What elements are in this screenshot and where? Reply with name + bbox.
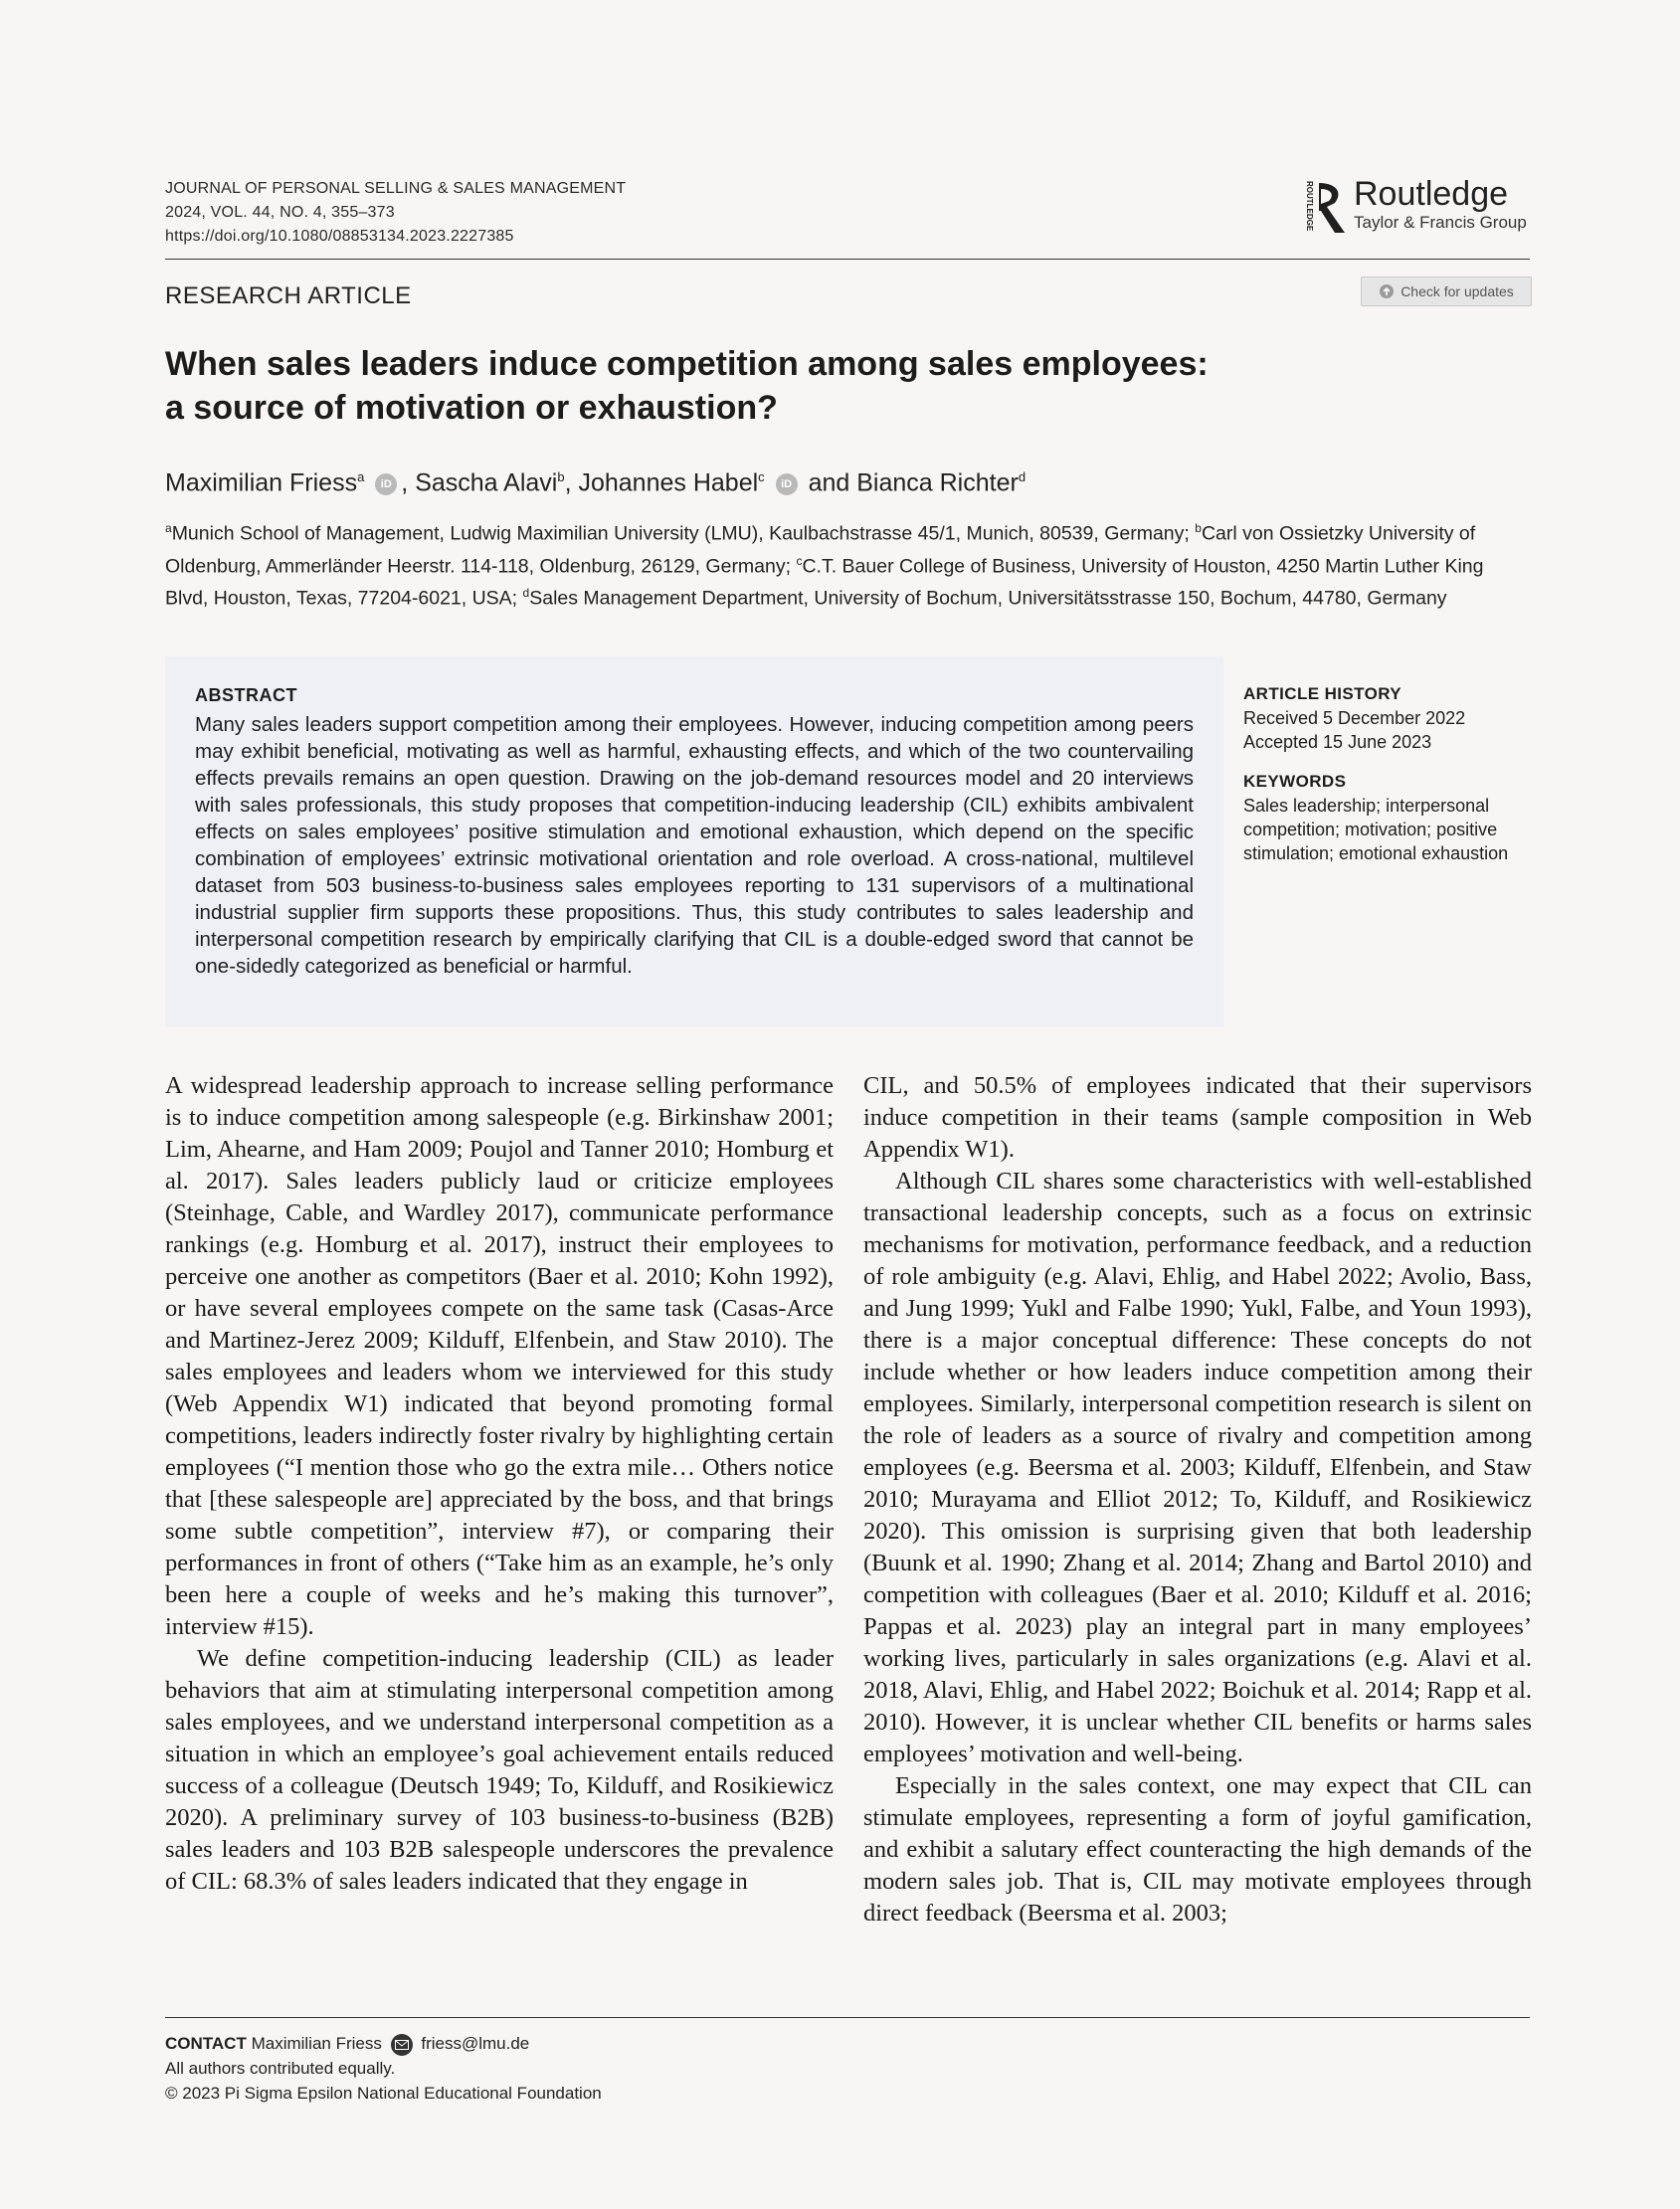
title-line-1: When sales leaders induce competition among sales employees:: [165, 345, 1209, 383]
article-history-heading: ARTICLE HISTORY: [1243, 684, 1402, 703]
volume-info: 2024, VOL. 44, NO. 4, 355–373: [165, 204, 395, 221]
author-list: [165, 461, 1026, 498]
article-sidebar: [1243, 682, 1542, 865]
publisher-logo: [1354, 175, 1527, 233]
author-note: All authors contributed equally.: [165, 2059, 396, 2078]
journal-name: JOURNAL OF PERSONAL SELLING & SALES MANAGEMENT: [165, 180, 627, 197]
paragraph: Especially in the sales context, one may expect that CIL can stimulate employees, representing a form of joyful gamification, and exhibit a salutary effect counteracting the high demands of the modern sales job. That is, CIL may motivate employees through direct feedback (Beersma et al. 2003;: [863, 1772, 1532, 1927]
author-name[interactable]: Johannes Habel: [578, 468, 759, 497]
affiliation-a: Munich School of Management, Ludwig Maximilian University (LMU), Kaulbachstrasse 45/1, Munich, 80539, Germany;: [171, 522, 1196, 545]
affil-sup: d: [522, 586, 530, 600]
check-updates-label: Check for updates: [1400, 283, 1514, 299]
author-sup: d: [1018, 469, 1027, 484]
abstract-text: Many sales leaders support competition among their employees. However, inducing competition among peers may exhibit beneficial, motivating as well as harmful, exhausting effects, and which of the two countervailing effects prevails remains an open question. Drawing on the job-demand resources model and 20 interviews with sales professionals, this study proposes that competition-inducing leadership (CIL) exhibits ambivalent effects on sales employees’ positive stimulation and emotional exhaustion, which depend on the specific combination of employees’ extrinsic motivational orientation and role overload. A cross-national, multilevel dataset from 503 business-to-business sales employees reporting to 131 supervisors of a multinational industrial supplier firm supports these propositions. Thus, this study contributes to sales leadership and interpersonal competition research by empirically clarifying that CIL is a double-edged sword that cannot be one-sidedly categorized as beneficial or harmful.: [195, 713, 1194, 978]
abstract-heading: ABSTRACT: [195, 685, 297, 705]
affiliation-b: Carl von Ossietzky University of Oldenburg, Ammerländer Heerstr. 114-118, Oldenburg, 26129, Germany;: [165, 522, 1476, 577]
paragraph: CIL, and 50.5% of employees indicated that their supervisors induce competition in their teams (sample composition in Web Appendix W1).: [863, 1072, 1532, 1163]
orcid-icon[interactable]: iD: [375, 473, 397, 495]
affil-sup: c: [796, 553, 803, 568]
author-name[interactable]: Bianca Richter: [856, 468, 1019, 497]
contact-label: CONTACT: [165, 2034, 247, 2053]
author-sup: a: [357, 469, 365, 484]
update-icon: [1379, 283, 1395, 299]
title-line-2: a source of motivation or exhaustion?: [165, 389, 778, 427]
journal-header: [165, 177, 626, 249]
author-name[interactable]: Sascha Alavi: [415, 468, 558, 497]
header-rule: [165, 259, 1530, 260]
keywords-text: Sales leadership; interpersonal competition; motivation; positive stimulation; emotional exhaustion: [1243, 796, 1509, 863]
footer-rule: [165, 2017, 1530, 2018]
abstract: [195, 682, 1194, 980]
check-for-updates-button[interactable]: [1361, 276, 1532, 306]
publisher-name: Routledge: [1354, 175, 1509, 213]
affil-sup: a: [165, 521, 172, 535]
keywords-heading: KEYWORDS: [1243, 772, 1347, 791]
author-separator: ,: [564, 468, 579, 497]
author-name[interactable]: Maximilian Friess: [165, 468, 358, 497]
orcid-icon[interactable]: iD: [776, 473, 798, 495]
received-date: Received 5 December 2022: [1243, 708, 1466, 728]
article-title: [165, 342, 1458, 430]
author-sup: b: [557, 469, 565, 484]
body-column-left: [165, 1070, 834, 1898]
affil-sup: b: [1195, 521, 1202, 535]
author-sup: c: [758, 469, 765, 484]
article-type: RESEARCH ARTICLE: [165, 282, 412, 309]
footer: [165, 2031, 602, 2106]
author-separator: ,: [401, 468, 416, 497]
affiliations: [165, 515, 1530, 613]
copyright: © 2023 Pi Sigma Epsilon National Educational Foundation: [165, 2084, 602, 2103]
paragraph: Although CIL shares some characteristics with well-established transactional leadership concepts, such as a focus on extrinsic mechanisms for motivation, performance feedback, and a reduction of role ambiguity (e.g. Alavi, Ehlig, and Habel 2022; Avolio, Bass, and Jung 1999; Yukl and Falbe 1990; Yukl, Falbe, and Youn 1993), there is a major conceptual difference: These concepts do not include whether or how leaders induce competition among their employees. Similarly, interpersonal competition research is silent on the role of leaders as a source of rivalry and competition among employees (e.g. Beersma et al. 2003; Kilduff, Elfenbein, and Staw 2010; Murayama and Elliot 2012; To, Kilduff, and Rosikiewicz 2020). This omission is surprising given that both leadership (Buunk et al. 1990; Zhang et al. 2014; Zhang and Bartol 2010) and competition with colleagues (Baer et al. 2010; Kilduff et al. 2016; Pappas et al. 2023) play an integral part in many employees’ working lives, particularly in sales organizations (e.g. Alavi et al. 2018, Alavi, Ehlig, and Habel 2022; Boichuk et al. 2014; Rapp et al. 2010). However, it is unclear whether CIL benefits or harms sales employees’ motivation and well-being.: [863, 1168, 1532, 1767]
publisher-sub: Taylor & Francis Group: [1354, 213, 1527, 232]
body-column-right: [863, 1070, 1532, 1930]
doi-link[interactable]: https://doi.org/10.1080/08853134.2023.2227385: [165, 228, 514, 245]
contact-email[interactable]: friess@lmu.de: [421, 2034, 530, 2053]
affiliation-c: C.T. Bauer College of Business, University of Houston, 4250 Martin Luther King Blvd, Houston, Texas, 77204-6021, USA;: [165, 555, 1484, 610]
affiliation-d: Sales Management Department, University of Bochum, Universitätsstrasse 150, Bochum, 44780, Germany: [529, 587, 1447, 610]
paragraph: We define competition-inducing leadership (CIL) as leader behaviors that aim at stimulating interpersonal competition among sales employees, and we understand interpersonal competition as a situation in which an employee’s goal achievement entails reduced success of a colleague (Deutsch 1949; To, Kilduff, and Rosikiewicz 2020). A preliminary survey of 103 business-to-business (B2B) sales leaders and 103 B2B salespeople underscores the prevalence of CIL: 68.3% of sales leaders indicated that they engage in: [165, 1645, 834, 1895]
author-separator: and: [801, 468, 857, 497]
email-icon: [391, 2034, 413, 2056]
accepted-date: Accepted 15 June 2023: [1243, 732, 1432, 752]
routledge-logo-icon: [1297, 177, 1349, 239]
paragraph: A widespread leadership approach to increase selling performance is to induce competition among salespeople (e.g. Birkinshaw 2001; Lim, Ahearne, and Ham 2009; Poujol and Tanner 2010; Homburg et al. 2017). Sales leaders publicly laud or criticize employees (Steinhage, Cable, and Wardley 2017), communicate performance rankings (e.g. Homburg et al. 2017), instruct their employees to perceive one another as competitors (Baer et al. 2010; Kohn 1992), or have several employees compete on the same task (Casas-Arce and Martinez-Jerez 2009; Kilduff, Elfenbein, and Staw 2010). The sales employees and leaders whom we interviewed for this study (Web Appendix W1) indicated that beyond promoting formal competitions, leaders indirectly foster rivalry by highlighting certain employees (“I mention those who go the extra mile… Others notice that [these salespeople are] appreciated by the boss, and that brings some subtle competition”, interview #7), or comparing their performances in front of others (“Take him as an example, he’s only been here a couple of weeks and he’s making this turnover”, interview #15).: [165, 1072, 834, 1640]
contact-name: Maximilian Friess: [251, 2034, 382, 2053]
logo-vertical-text: ROUTLEDGE: [1305, 181, 1314, 232]
